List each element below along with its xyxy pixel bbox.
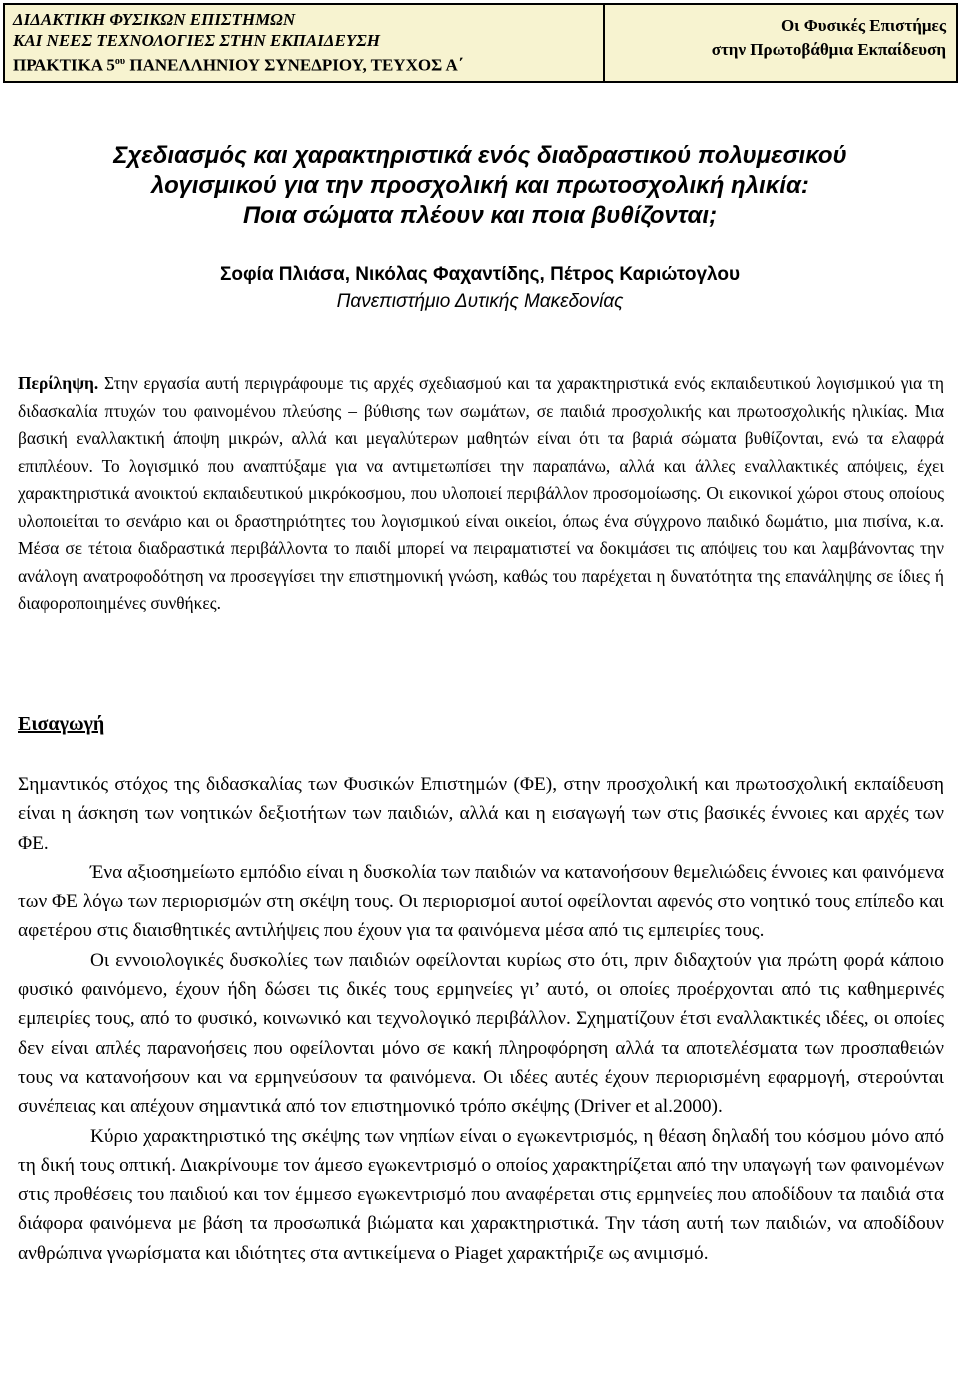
introduction-body [18,770,944,1268]
paper-title-line-1: Σχεδιασμός και χαρακτηριστικά ενός διαδραστικού πολυμεσικού [113,142,847,169]
header-journal-info [5,5,605,81]
paper-affiliation: Πανεπιστήμιο Δυτικής Μακεδονίας [336,291,624,312]
section-heading-introduction: Εισαγωγή [18,713,105,735]
header-line-3-sup: ου [114,56,126,67]
abstract [18,370,944,618]
paper-authors: Σοφία Πλιάσα, Νικόλας Φαχαντίδης, Πέτρος Καριώτογλου [219,264,741,285]
paper-title-line-3: Ποια σώματα πλέουν και ποια βυθίζονται; [242,202,718,229]
journal-header [3,3,958,83]
header-line-3-pre: ΠΡΑΚΤΙΚΑ 5 [13,55,115,75]
abstract-text: Στην εργασία αυτή περιγράφουμε τις αρχές σχεδιασμού και τα χαρακτηριστικά ενός εκπαιδευτικού λογισμικού για τη διδασκαλία πτυχών του φαινομένου πλεύσης – βύθισης των σωμάτων, σε παιδιά προσχολικής και πρωτοσχολικής ηλικίας. Μια βασική εναλλακτική άποψη μικρών, αλλά και μεγαλύτερων μαθητών είναι ότι τα βαριά σώματα βυθίζονται, ενώ τα ελαφρά επιπλέουν. Το λογισμικό που αναπτύξαμε για να αντιμετωπίσει την παραπάνω, αλλά και άλλες εναλλακτικές απόψεις, έχει χαρακτηριστικά ανοικτού εκπαιδευτικού μικρόκοσμου, που υλοποιεί περιβάλλον προσομοίωσης. Οι εικονικοί χώροι στους οποίους υλοποιείται το σενάριο και οι δραστηριότητες του λογισμικού είναι οικείοι, όπως ένα σύγχρονο παιδικό δωμάτιο, μια πισίνα, κ.α. Μέσα σε τέτοια διαδραστικά περιβάλλοντα το παιδί μπορεί να πειραματιστεί να δοκιμάσει τις απόψεις του και λαμβάνοντας την ανάλογη ανατροφοδότηση να προσεγγίσει την επιστημονική γνώση, καθώς του παρέχεται η δυνατότητα της επανάληψης σε ίδιες ή διαφοροποιημένες συνθήκες. [18,373,944,613]
header-section-info [605,5,956,81]
header-line-2: ΚΑΙ ΝΕΕΣ ΤΕΧΝΟΛΟΓΙΕΣ ΣΤΗΝ ΕΚΠΑΙΔΕΥΣΗ [13,31,380,50]
paper-title-line-2: λογισμικού για την προσχολική και πρωτοσχολική ηλικία: [151,172,809,199]
intro-paragraph-3: Οι εννοιολογικές δυσκολίες των παιδιών οφείλονται κυρίως στο ότι, πριν διδαχτούν για πρώτη φορά κάποιο φυσικό φαινόμενο, έχουν ήδη δώσει τις δικές τους ερμηνείες γι’ αυτό, οι οποίες προέρχονται από τις καθημερινές εμπειρίες τους, από το φυσικό, κοινωνικό και τεχνολογικό περιβάλλον. Σχηματίζουν έτσι εναλλακτικές ιδέες, οι οποίες δεν είναι απλές παρανοήσεις που οφείλονται μόνο σε κακή πληροφόρηση αλλά τα αποτελέσματα των προσπαθειών τους να κατανοήσουν και να ερμηνεύσουν τα φαινόμενα. Οι ιδέες αυτές έχουν περιορισμένη εφαρμογή, στερούνται συνέπειας και απέχουν σημαντικά από τον επιστημονικό τρόπο σκέψης (Driver et al.2000). [18,949,944,1118]
header-line-3-post: ΠΑΝΕΛΛΗΝΙΟΥ ΣΥΝΕΔΡΙΟΥ, ΤΕΥΧΟΣ Α΄ [125,55,464,75]
header-section-line-2: στην Πρωτοβάθμια Εκπαίδευση [711,40,946,59]
intro-paragraph-1: Σημαντικός στόχος της διδασκαλίας των Φυσικών Επιστημών (ΦΕ), στην προσχολική και πρωτοσχολική εκπαίδευση είναι η άσκηση των νοητικών δεξιοτήτων των παιδιών, αλλά και η εισαγωγή των στις βασικές έννοιες και αρχές των ΦΕ. [18,774,944,854]
intro-paragraph-2: Ένα αξιοσημείωτο εμπόδιο είναι η δυσκολία των παιδιών να κατανοήσουν θεμελιώδεις έννοιες και φαινόμενα των ΦΕ λόγω των περιορισμών στη σκέψη τους. Οι περιορισμοί αυτοί οφείλονται αφενός στο νοητικό τους επίπεδο και αφετέρου στις διαισθητικές αντιλήψεις που έχουν για τα φαινόμενα μέσα από τις εμπειρίες τους. [18,861,944,942]
paper-title [0,141,960,231]
header-section-line-1: Οι Φυσικές Επιστήμες [780,16,946,35]
header-line-1: ΔΙΔΑΚΤΙΚΗ ΦΥΣΙΚΩΝ ΕΠΙΣΤΗΜΩΝ [13,10,296,29]
abstract-label: Περίληψη. [18,373,99,393]
header-line-3 [13,51,603,76]
intro-paragraph-4: Κύριο χαρακτηριστικό της σκέψης των νηπίων είναι ο εγωκεντρισμός, η θέαση δηλαδή του κόσμου μόνο από τη δική τους οπτική. Διακρίνουμε τον άμεσο εγωκεντρισμό ο οποίος χαρακτηρίζεται από την υπαγωγή των φαινομένων στις προθέσεις του παιδιού και τον έμμεσο εγωκεντρισμό που αναφέρεται στις ερμηνείες που αποδίδουν τα παιδιά στα διάφορα φαινόμενα με βάση τα προσωπικά βιώματα και χαρακτηριστικά. Την τάση αυτή των παιδιών, να αποδίδουν ανθρώπινα γνωρίσματα και ιδιότητες στα αντικείμενα ο Piaget χαρακτήριζε ως ανιμισμό. [18,1125,944,1264]
